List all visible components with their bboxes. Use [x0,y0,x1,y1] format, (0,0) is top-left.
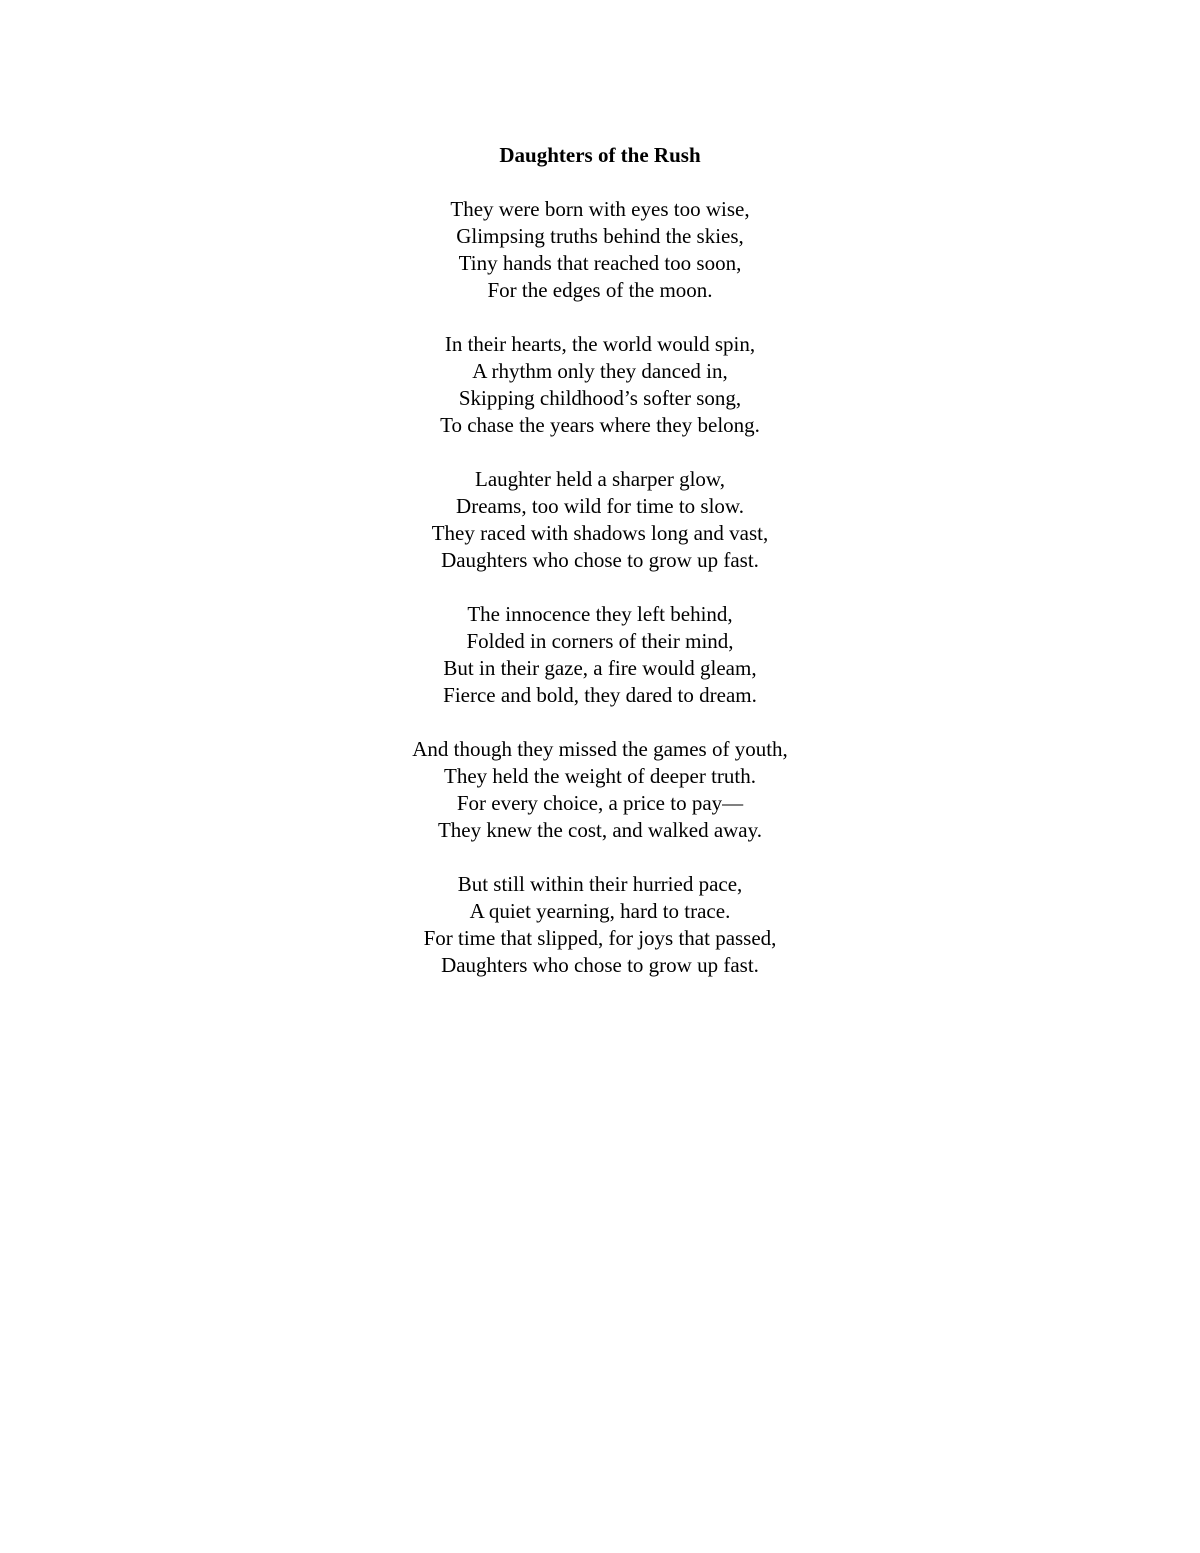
poem-line: The innocence they left behind, [467,602,733,626]
poem-line: Skipping childhood’s softer song, [458,386,742,410]
poem-line: Fierce and bold, they dared to dream. [443,683,757,707]
poem-line: A quiet yearning, hard to trace. [469,899,731,923]
poem-line: A rhythm only they danced in, [472,359,728,383]
poem-line: For time that slipped, for joys that passed, [423,926,777,950]
poem-line: They held the weight of deeper truth. [444,764,756,788]
poem-line: Daughters who chose to grow up fast. [441,953,759,977]
poem-line: They knew the cost, and walked away. [437,818,763,842]
poem-line: They raced with shadows long and vast, [431,521,769,545]
poem-line: Dreams, too wild for time to slow. [456,494,744,518]
stanza-1 [0,196,1200,304]
stanza-4 [0,601,1200,709]
stanza-5 [0,736,1200,844]
poem-line: To chase the years where they belong. [440,413,760,437]
poem-title: Daughters of the Rush [499,143,701,167]
poem-line: But still within their hurried pace, [457,872,743,896]
stanza-6 [0,871,1200,979]
poem-line: Tiny hands that reached too soon, [458,251,742,275]
poem-line: Folded in corners of their mind, [466,629,734,653]
poem [0,142,1200,1006]
poem-line: But in their gaze, a fire would gleam, [443,656,757,680]
poem-line: In their hearts, the world would spin, [444,332,756,356]
stanza-3 [0,466,1200,574]
poem-line: And though they missed the games of youth, [412,737,788,761]
poem-line: They were born with eyes too wise, [450,197,750,221]
poem-line: Glimpsing truths behind the skies, [456,224,744,248]
poem-line: For the edges of the moon. [487,278,713,302]
stanza-2 [0,331,1200,439]
poem-line: Daughters who chose to grow up fast. [441,548,759,572]
poem-line: Laughter held a sharper glow, [475,467,725,491]
poem-line: For every choice, a price to pay— [456,791,744,815]
